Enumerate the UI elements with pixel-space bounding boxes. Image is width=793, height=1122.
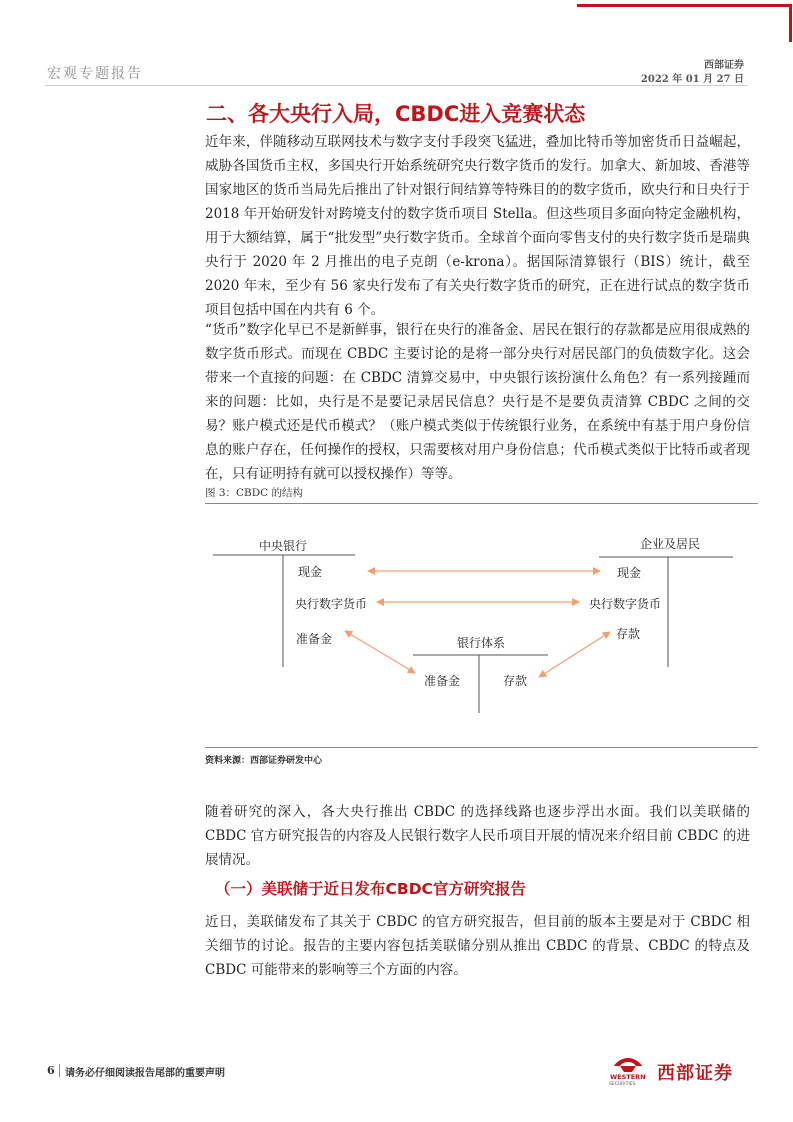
figure-bottom-rule <box>205 747 758 748</box>
figure-source: 资料来源：西部证券研发中心 <box>205 756 323 766</box>
cbdc-right-label: 央行数字货币 <box>589 597 662 611</box>
deposit-arrow <box>539 632 610 677</box>
cash-right-label: 现金 <box>617 566 642 580</box>
figure-top-rule <box>205 503 758 504</box>
header-divider <box>45 85 748 86</box>
bull-head-icon <box>620 1066 636 1072</box>
cbdc-structure-diagram <box>205 505 758 745</box>
footer-disclaimer: 请务必仔细阅读报告尾部的重要声明 <box>65 1068 225 1079</box>
header-brand: 西部证券 <box>704 60 744 71</box>
report-date: 2022 年 01 月 27 日 <box>640 74 744 85</box>
deposit-bank-label: 存款 <box>503 674 528 688</box>
deposit-right-label: 存款 <box>616 627 641 641</box>
enterprise-label: 企业及居民 <box>640 537 701 551</box>
reserve-bank-label: 准备金 <box>424 674 461 688</box>
logo-sub-top: WESTERN <box>610 1073 646 1081</box>
logo-sub-bottom: SECURITIES <box>609 1082 636 1086</box>
reserve-left-label: 准备金 <box>296 632 333 646</box>
report-category: 宏观专题报告 <box>47 66 143 82</box>
figure-title: 图 3：CBDC 的结构 <box>205 487 304 499</box>
paragraph-digitization: “货币”数字化早已不是新鲜事，银行在央行的准备金、居民在银行的存款都是应用很成熟的数字货币形式。而现在 CBDC 主要讨论的是将一部分央行对居民部门的负债数字化。这会带来一个直接的问题：在 CBDC 清算交易中，中央银行该扮演什么角色？有一系列接踵而来的问题：比如，央行是不是要记录居民信息？央行是不是要负责清算 CBDC 之间的交易？账户模式还是代币模式？（账户模式类似于传统银行业务，在系统中有基于用户身份信息的账户存在，任何操作的授权，只需要核对用户身份信息；代币模式类似于比特币或者现在，只有证明持有就可以授权操作）等等。 <box>205 322 750 482</box>
section-title: 二、各大央行入局，CBDC进入竞赛状态 <box>206 102 586 126</box>
bank-system-label: 银行体系 <box>457 636 506 650</box>
logo-text: 西部证券 <box>657 1063 733 1084</box>
page-number: 6 <box>47 1064 55 1077</box>
paragraph-progress: 随着研究的深入，各大央行推出 CBDC 的选择线路也逐步浮出水面。我们以美联储的 CBDC 官方研究报告的内容及人民银行数字人民币项目开展的情况来介绍目前 CBDC 的进展情况。 <box>205 804 750 868</box>
footer-separator <box>59 1064 60 1077</box>
paragraph-fed-report: 近日，美联储发布了其关于 CBDC 的官方研究报告，但目前的版本主要是对于 CBDC 相关细节的讨论。报告的主要内容包括美联储分别从推出 CBDC 的背景、CBDC 的特点及 CBDC 可能带来的影响等三个方面的内容。 <box>205 914 750 978</box>
cbdc-left-label: 央行数字货币 <box>295 597 368 611</box>
cash-left-label: 现金 <box>298 565 323 579</box>
bull-horns-icon <box>614 1058 642 1066</box>
subsection-title: （一）美联储于近日发布CBDC官方研究报告 <box>215 880 526 898</box>
corner-accent-horizontal <box>577 4 792 7</box>
paragraph-intro: 近年来，伴随移动互联网技术与数字支付手段突飞猛进，叠加比特币等加密货币日益崛起，威胁各国货币主权，多国央行开始系统研究央行数字货币的发行。加拿大、新加坡、香港等国家地区的货币当局先后推出了针对银行间结算等特殊目的的数字货币，欧央行和日央行于 2018 年开始研发针对跨境支付的数字货币项目 Stella。但这些项目多面向特定金融机构，用于大额结算，属于“批发型”央行数字货币。全球首个面向零售支付的央行数字货币是瑞典央行于 2020 年 2 月推出的电子克朗（e-krona）。据国际清算银行（BIS）统计，截至 2020 年末，至少有 56 家央行发布了有关央行数字货币的研究，正在进行试点的数字货币项目包括中国在内共有 6 个。 <box>205 134 750 318</box>
corner-accent-vertical <box>789 4 792 42</box>
central-bank-label: 中央银行 <box>259 539 308 553</box>
reserve-arrow <box>345 631 415 673</box>
